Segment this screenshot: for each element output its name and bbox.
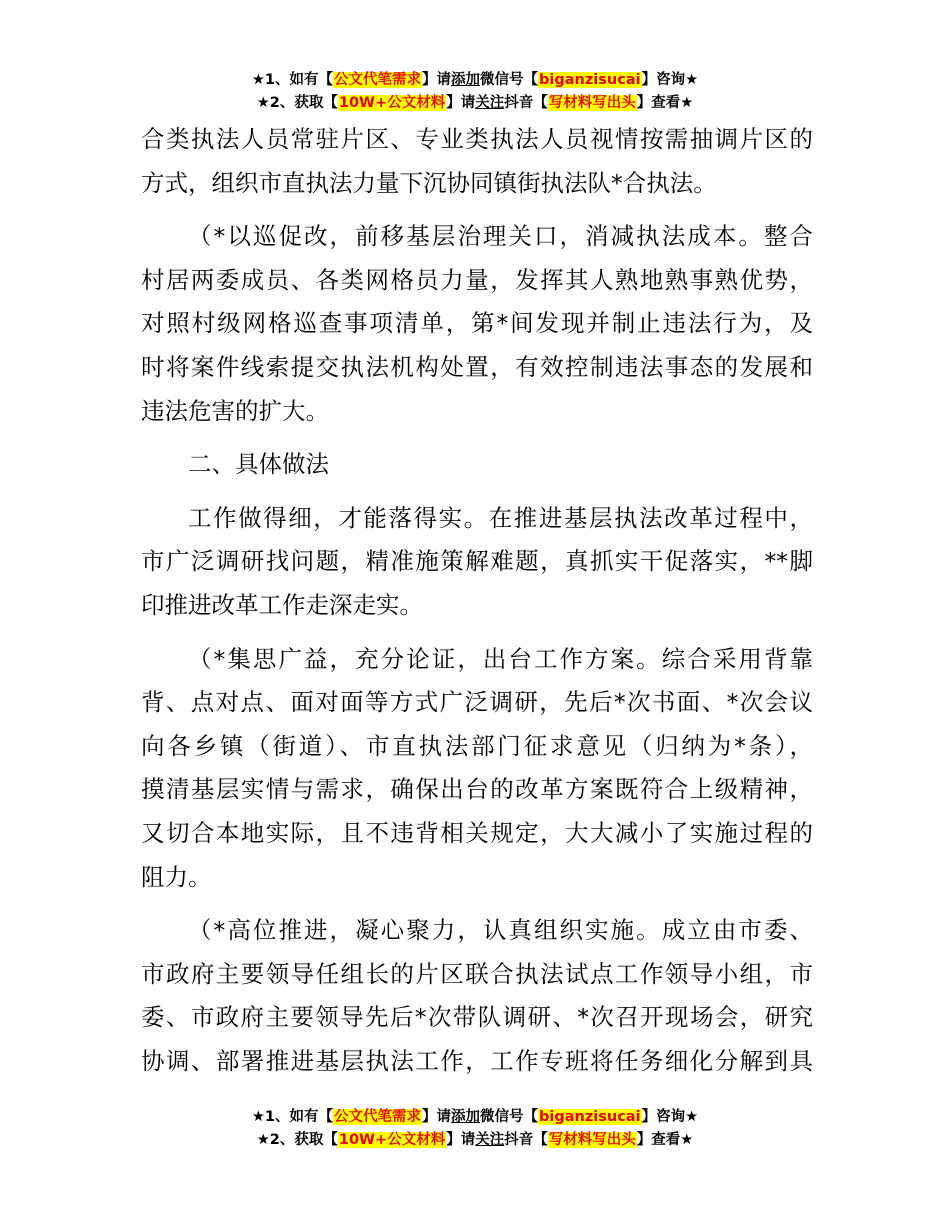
banner-line-2: ★2、获取【10W+公文材料】请关注抖音【写材料写出头】查看★ (256, 1132, 694, 1148)
document-body (141, 118, 813, 1093)
banner-line-2: ★2、获取【10W+公文材料】请关注抖音【写材料写出头】查看★ (256, 95, 694, 111)
banner-highlight: 公文代笔需求 (334, 72, 422, 88)
paragraph: 工作做得细，才能落得实。在推进基层执法改革过程中， 市广泛调研找问题，精准施策解难题，真抓实干促落实，**脚 印推进改革工作走深走实。 (141, 503, 813, 619)
banner-line-1: ★1、如有【公文代笔需求】请添加微信号【biganzisucai】咨询★ (251, 1109, 699, 1125)
banner-highlight: 公文代笔需求 (334, 1109, 422, 1125)
banner-highlight: 10W+公文材料 (338, 95, 446, 111)
footer-banner (0, 1106, 950, 1152)
banner-line-1: ★1、如有【公文代笔需求】请添加微信号【biganzisucai】咨询★ (251, 72, 699, 88)
paragraph: （*高位推进，凝心聚力，认真组织实施。成立由市委、 市政府主要领导任组长的片区联合执法试点工作领导小组，市 委、市政府主要领导先后*次带队调研、*次召开现场会，研究 协调、部署推进基层执法工作，工作专班将任务细化分解到具 (141, 916, 813, 1075)
paragraph: （*以巡促改，前移基层治理关口，消减执法成本。整合 村居两委成员、各类网格员力量，发挥其人熟地熟事熟优势， 对照村级网格巡查事项清单，第*间发现并制止违法行为，及 时将案件线索提交执法机构处置，有效控制违法事态的发展和 违法危害的扩大。 (141, 222, 813, 425)
banner-highlight: 写材料写出头 (548, 1132, 636, 1148)
paragraph: （*集思广益，充分论证，出台工作方案。综合采用背靠 背、点对点、面对面等方式广泛调研，先后*次书面、*次会议 向各乡镇（街道）、市直执法部门征求意见（归纳为*条）， 摸清基层实情与需求，确保出台的改革方案既符合上级精神， 又切合本地实际，且不违背相关规定，大大减小了实施过程的 阻力。 (141, 644, 813, 891)
banner-highlight: biganzisucai (539, 1109, 641, 1125)
banner-highlight: 写材料写出头 (548, 95, 636, 111)
header-banner (0, 69, 950, 115)
banner-highlight: biganzisucai (539, 72, 641, 88)
paragraph: 合类执法人员常驻片区、专业类执法人员视情按需抽调片区的 方式，组织市直执法力量下沉协同镇街执法队*合执法。 (141, 125, 813, 197)
section-heading: 二、具体做法 (188, 450, 329, 479)
banner-highlight: 10W+公文材料 (338, 1132, 446, 1148)
